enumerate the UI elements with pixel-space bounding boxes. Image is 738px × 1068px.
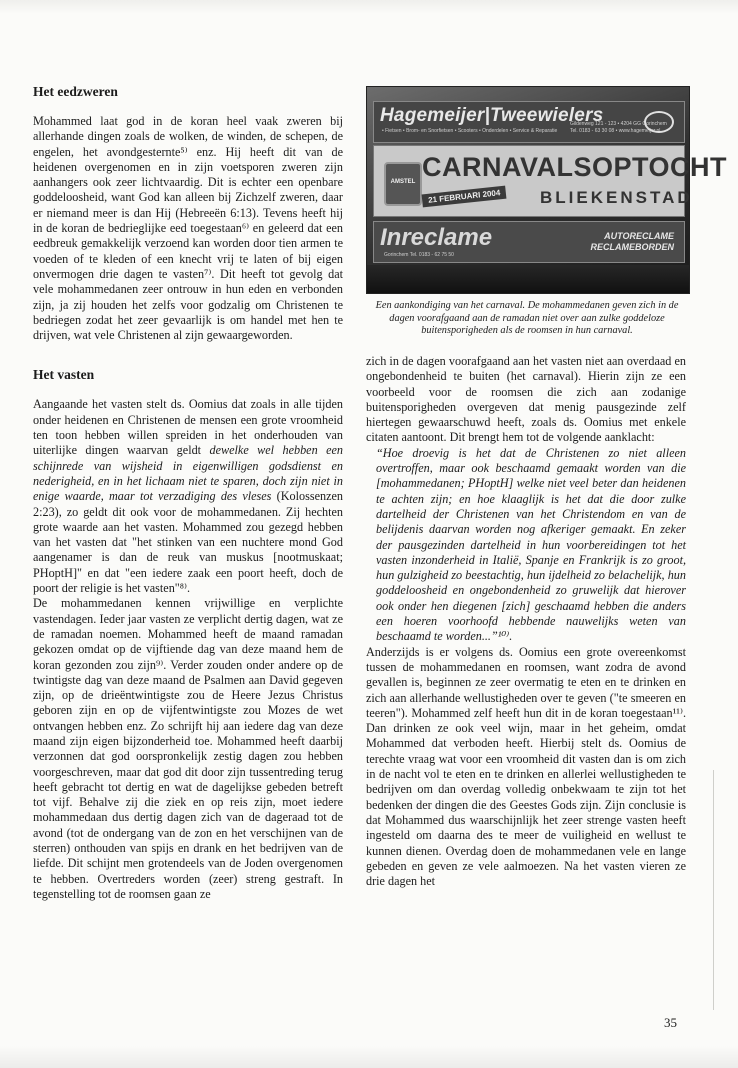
scan-margin-line [713,770,714,1010]
carnaval-photo [366,86,727,294]
page-number: 35 [664,1015,677,1030]
banner-carnavalsoptocht [373,145,727,217]
paragraph-vasten-intro [33,397,343,596]
paragraph-vasten-text-a: Aangaande het vasten stelt ds. Oomius dat zoals in alle tijden onder heidenen en Christenen de mensen een grote vroomheid ten toon hebben willen spreiden in het onderhouden van uiterlijke dingen waarvan geldt [33,397,343,458]
banner-reclame [373,221,685,263]
quote-oomius: “Hoe droevig is het dat de Christenen zo niet alleen overtroffen, maar ook beschaamd gemaakt worden van die [mohammedanen; PHoptH] welke niet veel beter dan heidenen te achten zijn; en hoe klaaglijk is het dat die door zulke dartelheid der Christenen van het Christendom en van de belijdenis daarvan worden nog afkeriger gemaakt. En zeker der pausgezinden dartelheid in hun voorbereidingen tot het vasten inzonderheid in Italië, Spanje en Frankrijk is zo groot, hun gulzigheid zo beestachtig, hun ijdelheid zo belachelijk, hun goddeloosheid en ongebondenheid zo gruwelijk dat hierover ook onder hen diegenen [zich] geschaamd hebben die anders een hoeren voorhoofd hebbende nauwelijks weten van beschaamd te worden...”¹⁰⁾. [376,445,686,644]
scan-top-edge [0,0,738,14]
left-column [33,84,343,902]
banner-date: 21 FEBRUARI 2004 [422,186,507,208]
amstel-logo-icon [384,162,422,206]
paragraph-vasten-text-b: (Kolossenzen 2:23), zo geldt dit ook voor de mohammedanen. Zij hechten grote waarde aan het vasten. Mohammed zou gezegd hebben van het vasten dat "het stinken van een nuchtere mond God aangenamer is dan de reuk van muskus [nootmuskaat; PHoptH]" en dat "een iedere zaak een poort heeft, doch de poort der religie is het vasten"⁸⁾. [33,489,343,596]
heading-vasten: Het vasten [33,367,95,383]
banner-reclame-brand: Inreclame [380,224,493,251]
banner-brand: Hagemeijer|Tweewielers [380,105,604,126]
banner-title: CARNAVALSOPTOCHT [422,152,727,182]
banner-address: Gildenweg 121 - 123 • 4204 GG Gorinchem Tel. 0183 - 63 30 08 • www.hagemeijer.nl [570,121,667,134]
photo-ground [367,265,689,293]
banner-place: BLIEKENSTAD [540,188,693,207]
right-column [366,354,686,889]
banner-hagemeijer [373,101,685,143]
banner-reclame-sub: Gorinchem Tel. 0183 - 62 75 50 [384,252,454,258]
paragraph-eedzweren: Mohammed laat god in de koran heel vaak zweren bij allerhande dingen zoals de wolken, de winden, de schepen, de engelen, het avondgesternte⁵⁾ enz. Hij heeft dit van de heidenen overgenomen en in zijn voetsporen zweren zijn aanhangers ook zeer lichtvaardig. Dit is echter een openbare goddeloosheid, want God kan alleen bij Zichzelf zweren, daar er niemand meer is dan Hij (Hebreeën 6:13). Tevens heeft hij in de koran de bedrieglijke eed toegestaan⁶⁾ en geleerd dat een eedbreuk gemakkelijk verzoend kan worden door tien armen te voeden of te kleden of een knecht vrij te laten of bij eigen onvermogen drie dagen te vasten⁷⁾. Dit heeft tot gevolg dat vele mohammedanen zeer ontrouw in hun eden en verbonden zijn, ja zij houden het zelfs voor godzalig om Christenen te bedriegen zodat het zeer gevaarlijk is om handel met hen te drijven, wat vele Christenen al zijn gewaargeworden. [33,114,343,343]
paragraph-anderzijds: Anderzijds is er volgens ds. Oomius een grote overeenkomst tussen de mohammedanen en roomsen, want zodra de avond gevallen is, beginnen ze zeer overmatig te eten en te drinken en zich aan allerhande wellustigheden over te geven ("te smeeren en teeren"). Mohammed zelf heeft hun dit in de koran toegestaan¹¹⁾. Dan drinken ze ook veel wijn, maar in het geheim, omdat Mohammed dat verboden heeft. Hierbij stelt ds. Oomius de terechte vraag wat voor een vroomheid dit vasten dan is om zich in de nacht vol te eten en te drinken en allerlei wellustigheden te bedrijven om dan overdag volledig onbekwaam te zijn tot het bedenken der dingen die des Geestes Gods zijn. Zijn conclusie is dat Mohammed dus waarschijnlijk het zeer strenge vasten heeft ingesteld om daarna des te meer de vuiligheid en wellust te kunnen dienen. Overdag doen de mohammedanen vele en lange gebeden en geven ze vele aalmoezen. Na het vasten vieren ze drie dagen het [366,644,686,889]
scan-bottom-edge [0,1046,738,1068]
banner-reclame-services: AUTORECLAME RECLAMEBORDEN [590,231,674,252]
bicycle-logo-icon [644,111,674,133]
amstel-logo-text: AMSTEL [390,179,416,185]
photo-caption: Een aankondiging van het carnaval. De mohammedanen geven zich in de dagen voorafgaand aan de ramadan niet over aan zulke goddeloze buitensporigheden als de roomsen in hun carnaval. [375,300,679,337]
paragraph-vasten-quote: dewelke wel hebben een schijnrede van wijsheid in eigenwilligen godsdienst en nederigheid, en in het lichaam niet te sparen, doch zijn niet in enige waarde, maar tot verzadiging des vleses [33,443,344,504]
paragraph-ramadan: De mohammedanen kennen vrijwillige en verplichte vastendagen. Ieder jaar vasten ze verplicht dertig dagen, wat ze de ramadan noemen. Mohammed heeft de maand ramadan gekozen omdat op de vijftiende dag van deze maand hem de koran gezonden zou zijn⁹⁾. Verder zouden onder andere op de twintigste dag van deze maand de Psalmen aan David gegeven zijn, op de drieëntwintigste zou de Heere Jezus Christus geboren zijn en op de vijfentwintigste zou Mozes de wet ontvangen hebben enz. Zo schrijft hij aan iedere dag van deze maand zijn eigen bijzonderheid toe. Mohammed heeft daarbij verzonnen dat god oorspronkelijk zestig dagen zou hebben voorgeschreven, maar dat god dit door zijn tussentreding terug heeft gebracht tot dertig en wat de dagelijkse gebeden betreft tot vijf. Behalve zij die ziek en op reis zijn, moet iedere mohammedaan dus dertig dagen zich van de dageraad tot de avond (tot de ondergang van de zon en het verschijnen van de sterren) onthouden van spijs en drank en het bedrijven van de liefde. Dit schijnt men grotendeels van de Joden overgenomen te hebben. Overtreders worden (zeer) streng gestraft. In tegenstelling tot de roomsen gaan ze [33,596,343,901]
heading-eedzweren: Het eedzweren [33,84,118,99]
banner-brand-sub: • Fietsen • Brom- en Snorfietsen • Scooters • Onderdelen • Service & Reparatie [382,128,558,134]
paragraph-carnaval: zich in de dagen voorafgaand aan het vasten niet aan overdaad en ongebondenheid te buiten (het carnaval). Hierin zijn ze een voorbeeld voor de roomsen die zich aan zodanige buitensporigheden overgeven dat menig pausgezinde zelf hiertegen gewaarschuwd heeft, zoals ds. Oomius met enkele citaten aantoont. Dit brengt hem tot de volgende aanklacht: [366,354,686,445]
